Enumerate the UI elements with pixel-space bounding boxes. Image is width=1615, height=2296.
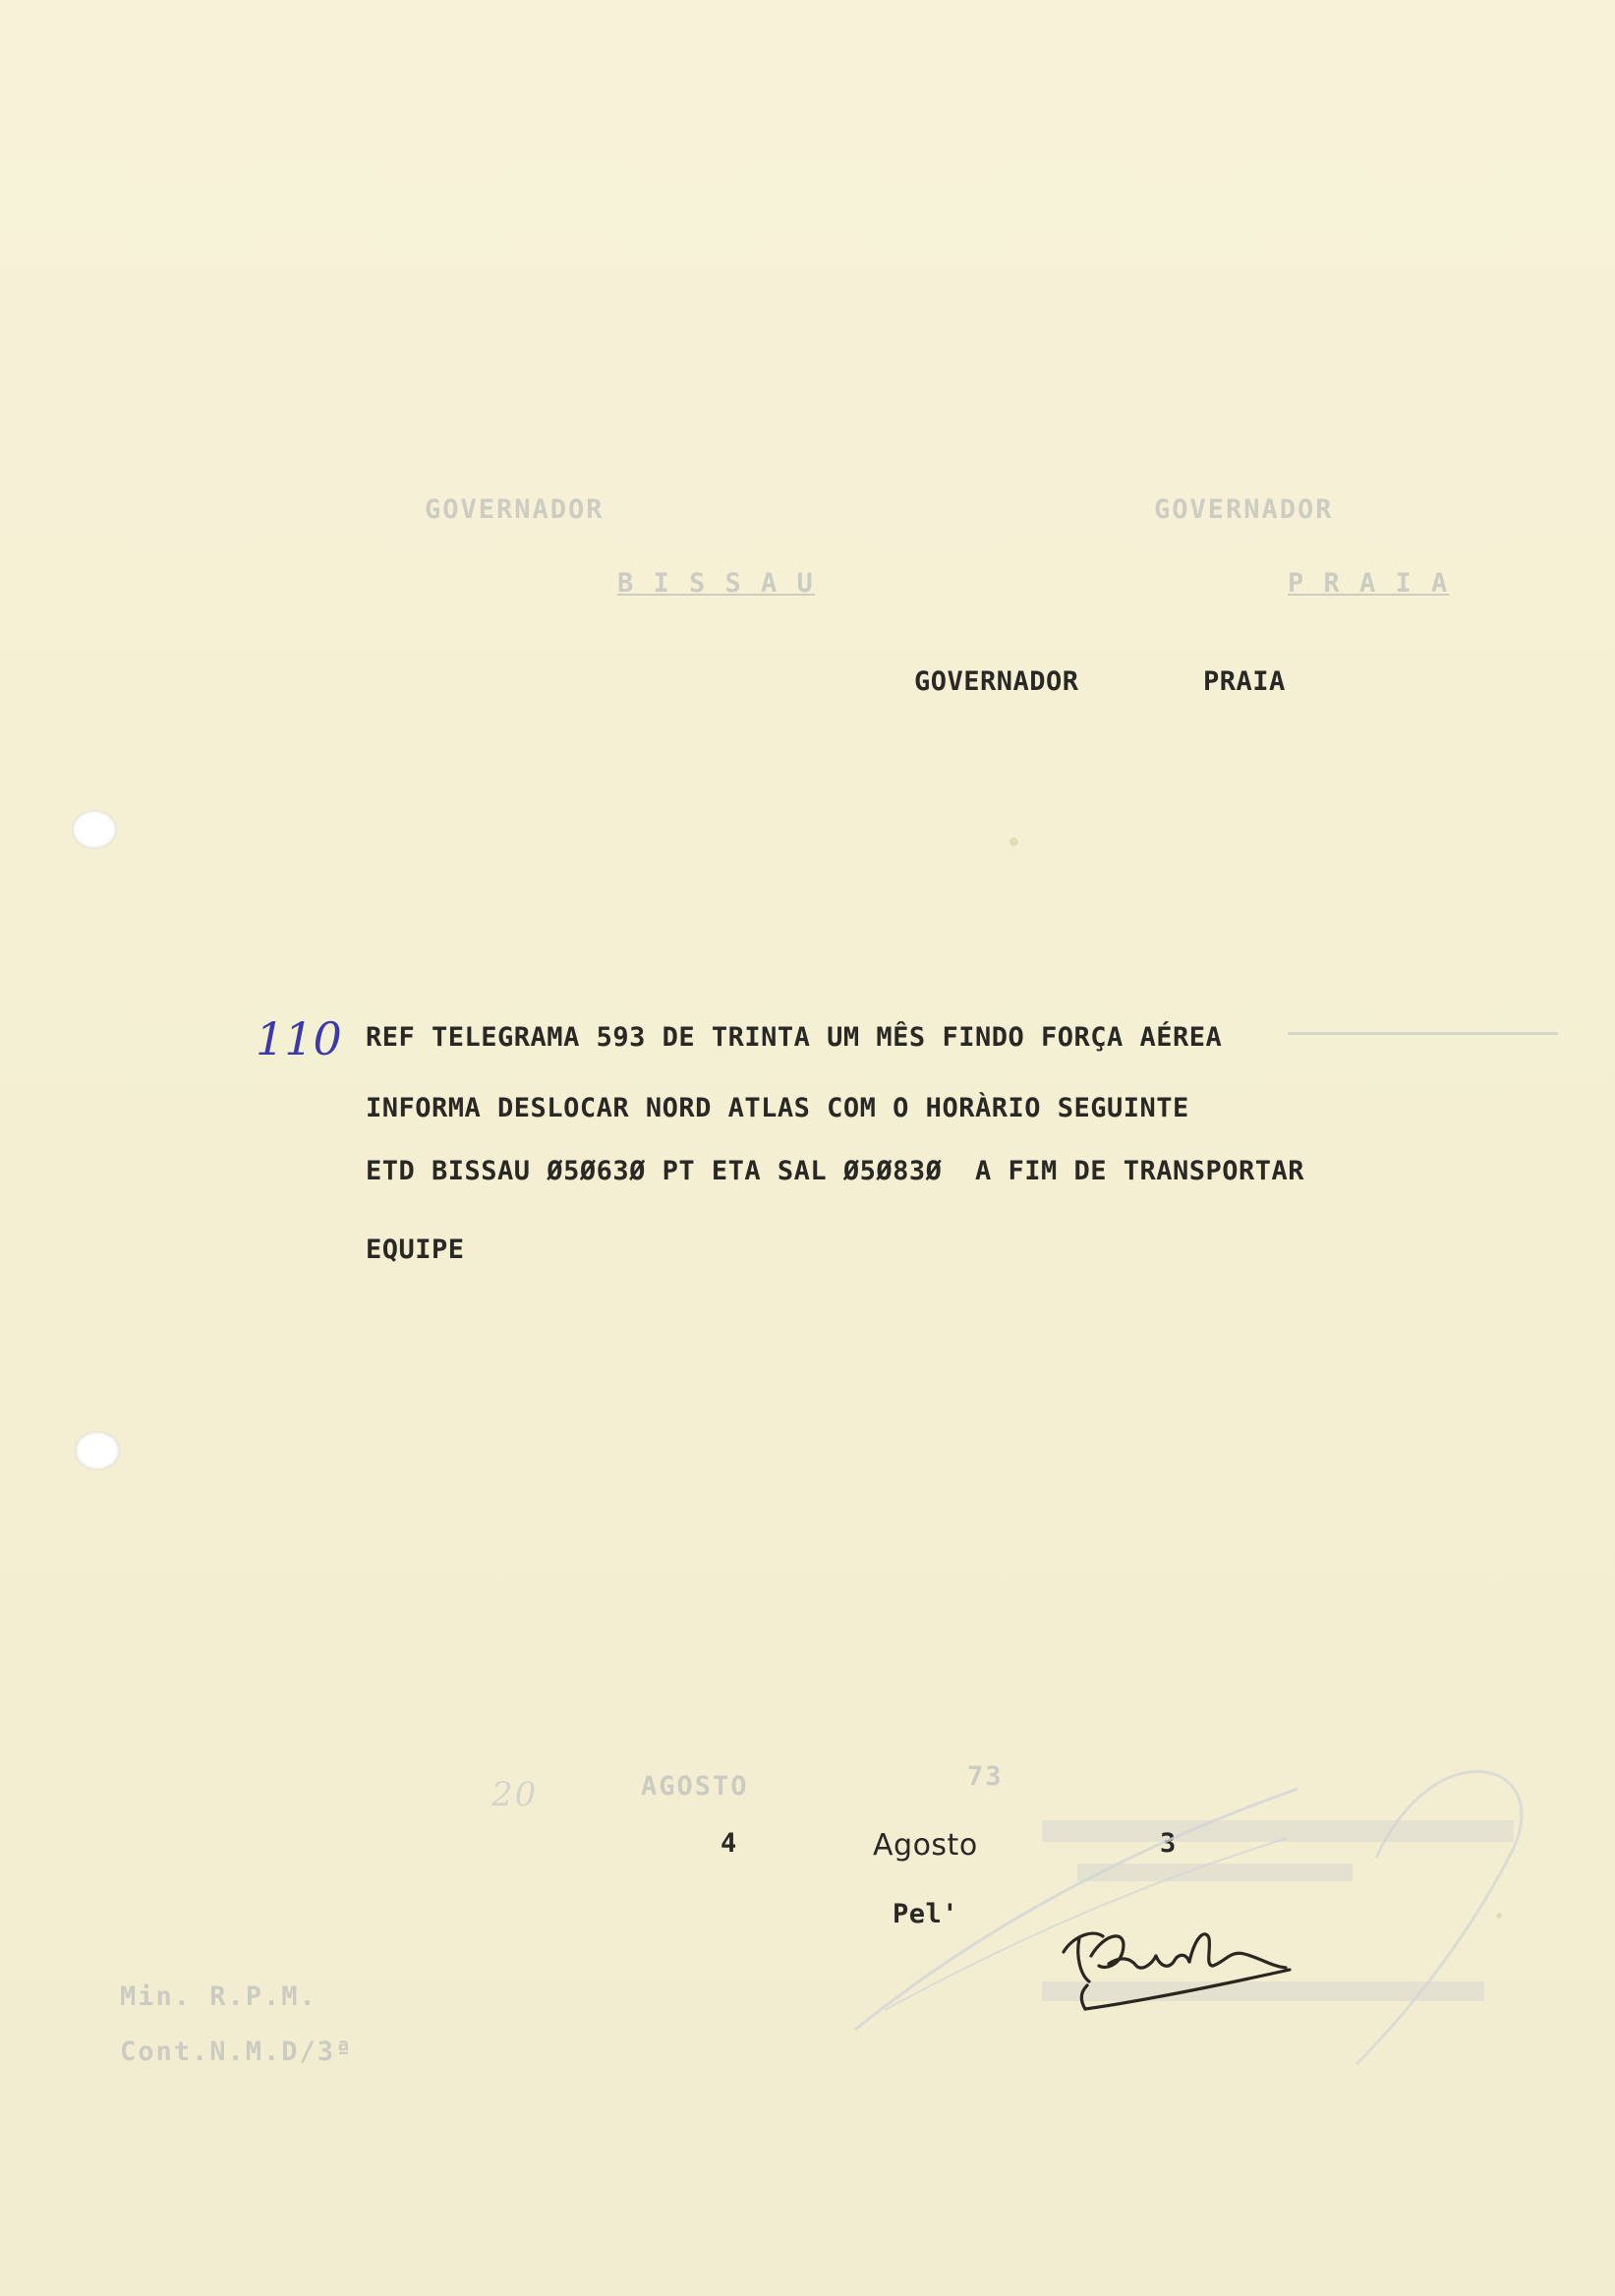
ghost-left-line-2: Cont.N.M.D/3ª	[120, 2037, 354, 2067]
ghost-footer-block	[1077, 1864, 1353, 1881]
ghost-header-right-place: P R A I A	[1288, 568, 1450, 599]
ghost-header-left-role: GOVERNADOR	[425, 494, 605, 525]
margin-note: 110	[256, 1012, 342, 1065]
paper-stain	[1496, 1913, 1502, 1919]
date-month: Agosto	[873, 1828, 978, 1863]
paper-stain	[1009, 837, 1018, 846]
signature-prefix: Pel'	[893, 1899, 959, 1929]
body-line-1: REF TELEGRAMA 593 DE TRINTA UM MÊS FINDO FORÇA AÉREA	[366, 1022, 1223, 1053]
date-year: 3	[1160, 1828, 1177, 1859]
ghost-date-month: AGOSTO	[641, 1771, 749, 1802]
body-line-3: ETD BISSAU Ø5Ø63Ø PT ETA SAL Ø5Ø83Ø A FIM DE TRANSPORTAR	[366, 1156, 1305, 1186]
addressee-place: PRAIA	[1203, 666, 1286, 697]
addressee-role: GOVERNADOR	[914, 666, 1079, 697]
ghost-header-right-role: GOVERNADOR	[1154, 494, 1334, 525]
date-day: 4	[721, 1828, 737, 1859]
body-line-2: INFORMA DESLOCAR NORD ATLAS COM O HORÀRIO SEGUINTE	[366, 1093, 1189, 1123]
ghost-header-left-place: B I S S A U	[617, 568, 815, 599]
ghost-left-line-1: Min. R.P.M.	[120, 1981, 317, 2012]
punch-hole-top	[72, 810, 117, 849]
body-line-4: EQUIPE	[366, 1234, 465, 1265]
ghost-rule	[1288, 1032, 1558, 1035]
ghost-date-year: 73	[967, 1761, 1004, 1792]
ghost-footer-block	[1042, 1981, 1484, 2001]
ghost-footer-block	[1042, 1820, 1514, 1842]
punch-hole-bottom	[75, 1431, 120, 1470]
ghost-date-day: 20	[491, 1775, 539, 1814]
